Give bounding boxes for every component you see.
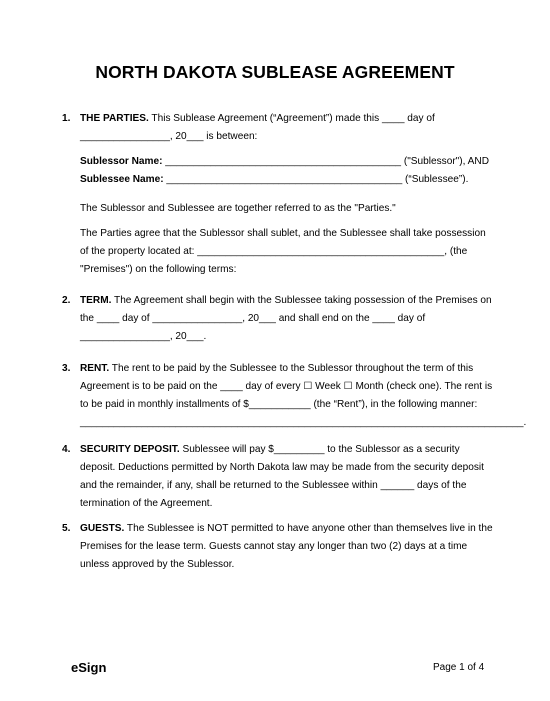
parties-together-text: The Sublessor and Sublessee are together referred to as the "Parties." bbox=[80, 203, 396, 214]
rent-line-4: _______________________________________________________________________________. bbox=[80, 417, 527, 428]
parties-line-2: ________________, 20___ is between: bbox=[80, 131, 258, 142]
section-number: 4. bbox=[62, 444, 71, 455]
parties-line-1 bbox=[80, 113, 435, 125]
esign-logo: eSign bbox=[71, 660, 107, 675]
rent-line-3: to be paid in monthly installments of $___________ (the “Rent”), in the following manner: bbox=[80, 399, 478, 410]
guests-line-3: unless approved by the Sublessor. bbox=[80, 559, 235, 570]
parties-agree-line-2: of the property located at: ____________________________________________, (the bbox=[80, 246, 468, 257]
security-line-3: and the remainder, if any, shall be returned to the Sublessee within ______ days of the bbox=[80, 480, 467, 491]
rent-heading: RENT. bbox=[80, 363, 110, 374]
parties-text: This Sublease Agreement (“Agreement”) made this ____ day of bbox=[148, 113, 435, 124]
sublessor-name-line bbox=[80, 156, 489, 168]
security-heading: SECURITY DEPOSIT. bbox=[80, 444, 180, 455]
sublessee-label: Sublessee Name: bbox=[80, 174, 164, 185]
parties-heading: THE PARTIES. bbox=[80, 113, 149, 124]
term-line-3: ________________, 20___. bbox=[80, 331, 207, 342]
term-text: The Agreement shall begin with the Sublessee taking possession of the Premises on bbox=[111, 295, 492, 306]
rent-line-2: Agreement is to be paid on the ____ day of every ☐ Week ☐ Month (check one). The rent is bbox=[80, 381, 493, 392]
term-heading: TERM. bbox=[80, 295, 112, 306]
guests-heading: GUESTS. bbox=[80, 523, 125, 534]
parties-agree-line-1: The Parties agree that the Sublessor shall sublet, and the Sublessee shall take possession bbox=[80, 228, 486, 239]
security-line-2: deposit. Deductions permitted by North Dakota law may be made from the security deposit bbox=[80, 462, 484, 473]
guests-line-2: Premises for the lease term. Guests cannot stay any longer than two (2) days at a time bbox=[80, 541, 468, 552]
guests-text: The Sublessee is NOT permitted to have anyone other than themselves live in the bbox=[124, 523, 493, 534]
section-number: 5. bbox=[62, 523, 71, 534]
page-number: Page 1 of 4 bbox=[433, 662, 485, 673]
sublessor-label: Sublessor Name: bbox=[80, 156, 163, 167]
security-text: Sublessee will pay $_________ to the Sublessor as a security bbox=[179, 444, 460, 455]
sublessee-name-line bbox=[80, 174, 468, 186]
security-line-4: termination of the Agreement. bbox=[80, 498, 213, 509]
term-line-2: the ____ day of ________________, 20___ and shall end on the ____ day of bbox=[80, 313, 426, 324]
rent-text: The rent to be paid by the Sublessee to the Sublessor throughout the term of this bbox=[109, 363, 474, 374]
rent-line-1 bbox=[80, 363, 473, 375]
section-number: 1. bbox=[62, 113, 71, 124]
section-number: 2. bbox=[62, 295, 71, 306]
section-number: 3. bbox=[62, 363, 71, 374]
guests-line-1 bbox=[80, 523, 493, 535]
term-line-1 bbox=[80, 295, 492, 307]
sublessor-field: __________________________________________ ("Sublessor"), AND bbox=[162, 156, 489, 167]
security-line-1 bbox=[80, 444, 460, 456]
document-title: NORTH DAKOTA SUBLEASE AGREEMENT bbox=[95, 62, 455, 82]
sublessee-field: __________________________________________ (“Sublessee”). bbox=[163, 174, 469, 185]
parties-agree-line-3: "Premises") on the following terms: bbox=[80, 264, 237, 275]
